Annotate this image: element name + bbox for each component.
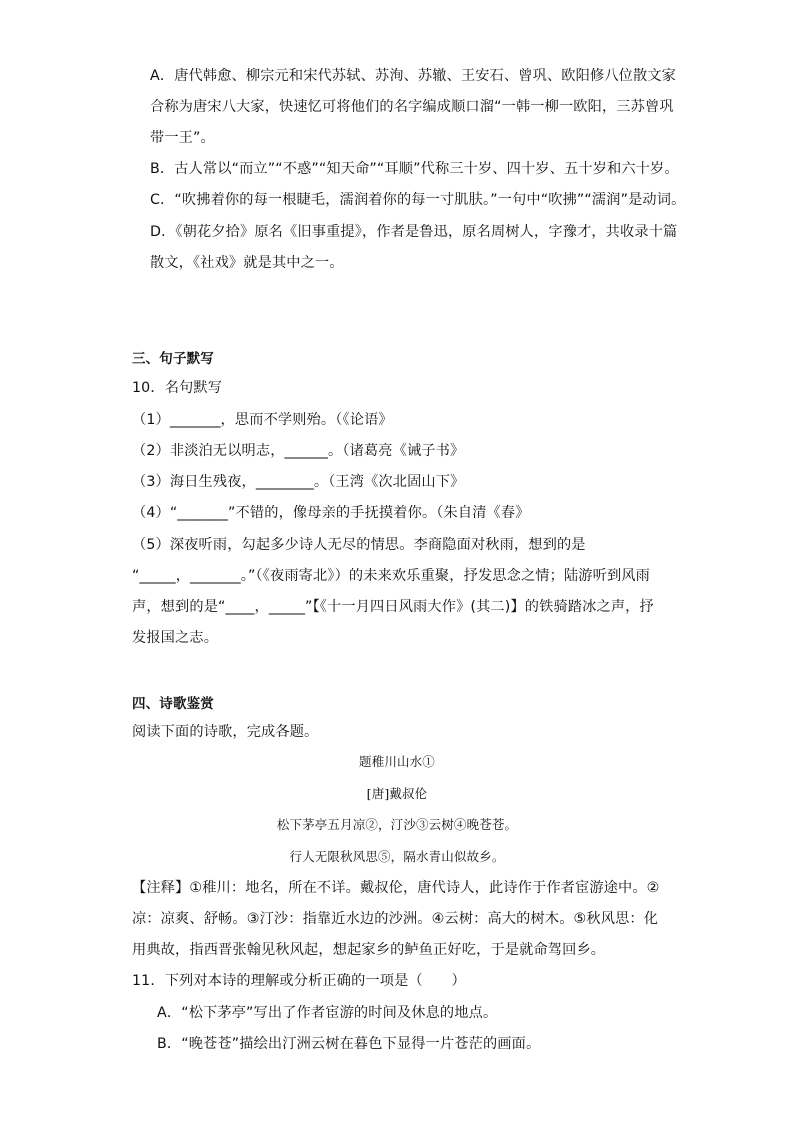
q10-item-3: （3）海日生残夜，________。（王湾《次北固山下》 [132, 474, 465, 490]
section-3-heading: 三、句子默写 [132, 351, 214, 367]
q10-item-1: （1）_______，思而不学则殆。（《论语》 [132, 412, 393, 428]
section-4-heading: 四、诗歌鉴赏 [132, 696, 214, 712]
q11-option-a: A．“松下茅亭”写出了作者宦游的时间及休息的地点。 [157, 1005, 498, 1021]
q10-item-5-line-1: （5）深夜听雨，勾起多少诗人无尽的情思。李商隐面对秋雨，想到的是 [132, 537, 586, 553]
q10-item-5-line-3: 声，想到的是“____，_____”【《十一月四日风雨大作》(其二)】的铁骑踏冰之声，抒 [132, 599, 654, 615]
question-11-title: 11．下列对本诗的理解或分析正确的一项是（ ） [132, 973, 466, 989]
poem-author: [唐]戴叔伦 [366, 786, 428, 801]
q11-option-b: B．“晚苍苍”描绘出汀洲云树在暮色下显得一片苍茫的画面。 [157, 1036, 541, 1052]
option-a-line-1: A．唐代韩愈、柳宗元和宋代苏轼、苏洵、苏辙、王安石、曾巩、欧阳修八位散文家 [150, 68, 677, 84]
poem-line-1: 松下茅亭五月凉②，汀沙③云树④晚苍苍。 [276, 817, 518, 832]
q10-item-2: （2）非淡泊无以明志，______。（诸葛亮《诫子书》 [132, 443, 465, 459]
q10-item-5-line-2: “_____，_______。”（《夜雨寄北》）的未来欢乐重聚，抒发思念之情；陆游听到风雨 [132, 568, 650, 584]
annotation-line-2: 凉：凉爽、舒畅。③汀沙：指靠近水边的沙洲。④云树：高大的树木。⑤秋风思：化 [132, 911, 659, 927]
option-d-line-2: 散文，《社戏》就是其中之一。 [150, 255, 344, 271]
annotation-line-1: 【注释】①稚川：地名，所在不详。戴叔伦，唐代诗人，此诗作于作者宦游途中。② [132, 880, 660, 896]
poem-line-2: 行人无限秋风思⑤，隔水青山似故乡。 [289, 849, 505, 864]
q10-item-4: （4）“_______”不错的，像母亲的手抚摸着你。（朱自清《春》 [132, 505, 530, 521]
poem-title: 题稚川山水① [359, 754, 435, 769]
section-4-intro: 阅读下面的诗歌，完成各题。 [132, 724, 319, 740]
option-c: C．“吹拂着你的每一根睫毛，濡润着你的每一寸肌肤。”一句中“吹拂”“濡润”是动词。 [150, 192, 686, 208]
option-d-line-1: D．《朝花夕拾》原名《旧事重提》，作者是鲁迅，原名周树人，字豫才，共收录十篇 [150, 224, 678, 240]
q10-item-5-line-4: 发报国之志。 [132, 630, 219, 646]
option-a-line-3: 带一王”。 [150, 130, 215, 146]
option-a-line-2: 合称为唐宋八大家，快速忆可将他们的名字编成顺口溜“一韩一柳一欧阳，三苏曾巩 [150, 99, 674, 115]
option-b: B．古人常以“而立”“不惑”“知天命”“耳顺”代称三十岁、四十岁、五十岁和六十岁。 [150, 161, 679, 177]
annotation-line-3: 用典故，指西晋张翰见秋风起，想起家乡的鲈鱼正好吃，于是就命驾回乡。 [132, 942, 606, 958]
question-10-title: 10．名句默写 [132, 380, 223, 396]
